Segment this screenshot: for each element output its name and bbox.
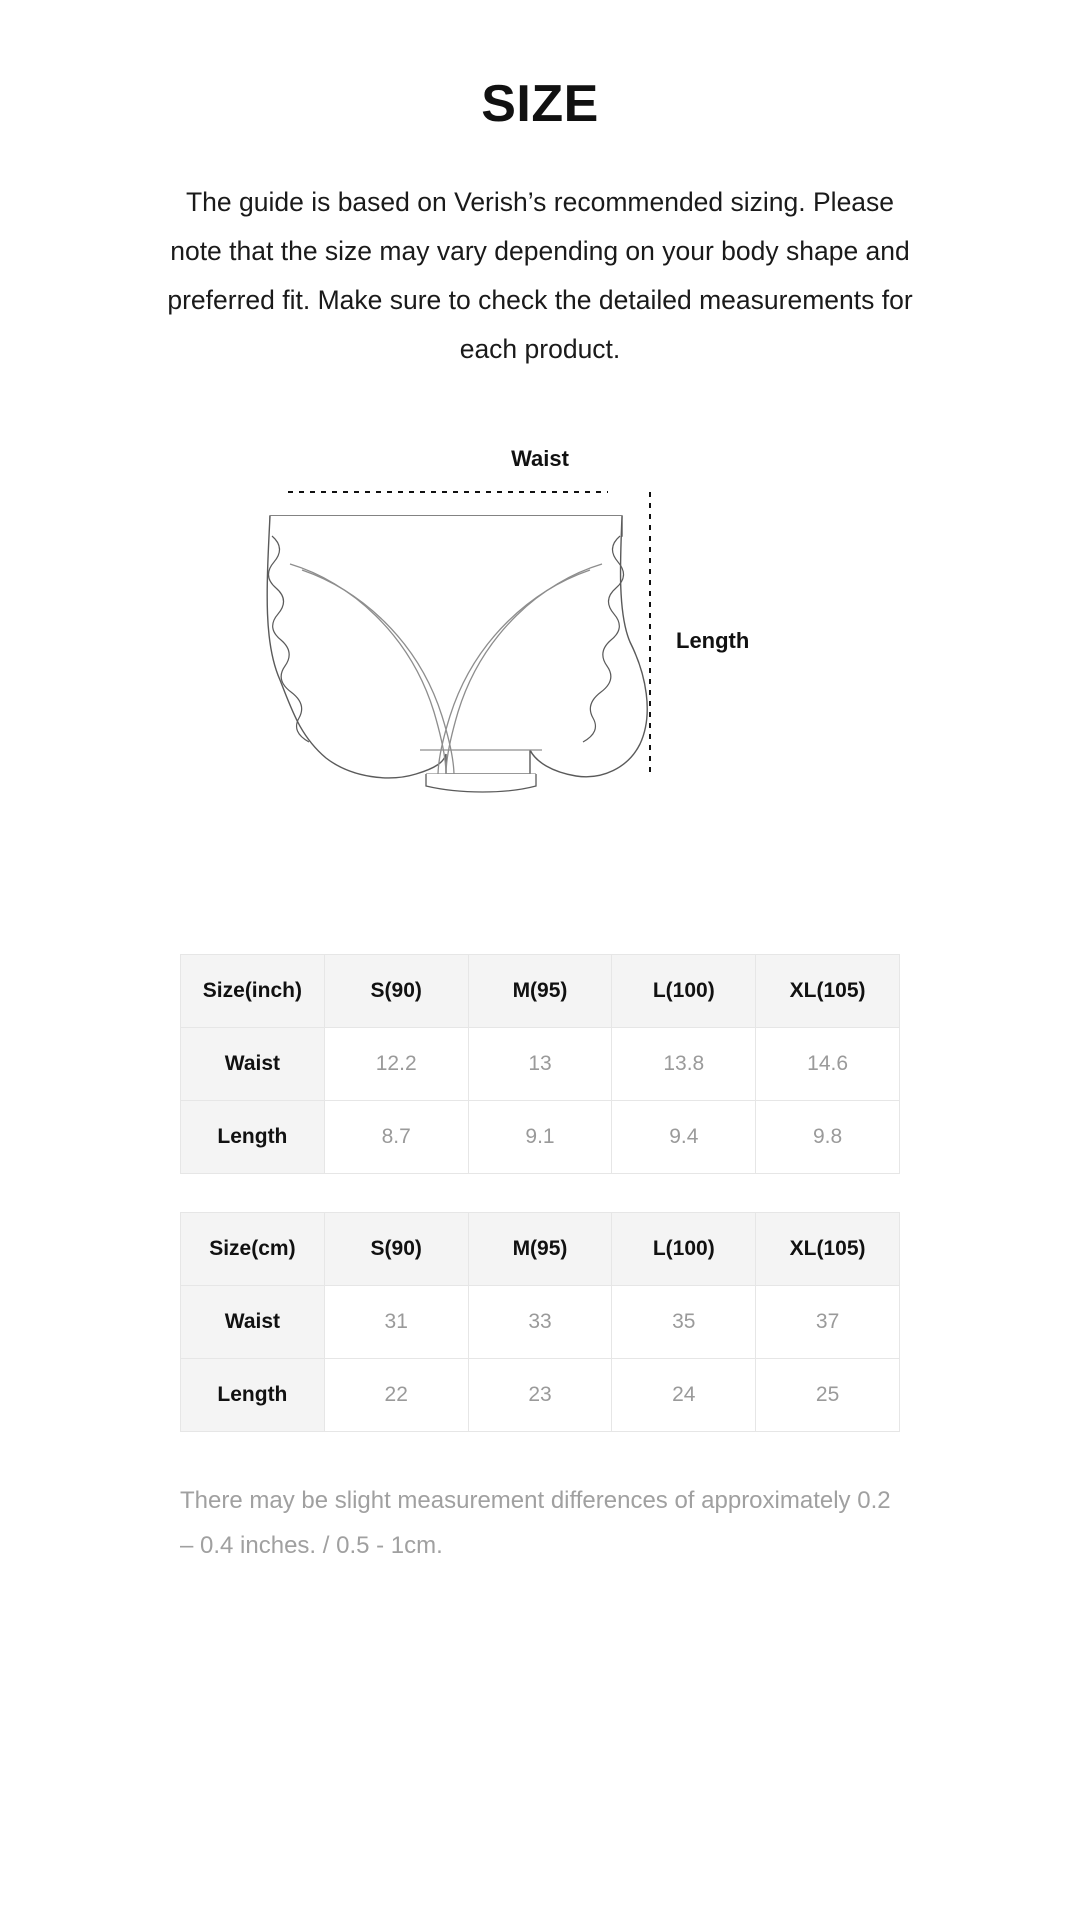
table-row bbox=[181, 1101, 900, 1174]
measurement-diagram bbox=[0, 446, 1080, 866]
size-tables bbox=[180, 954, 900, 1432]
column-header-xl: XL(105) bbox=[756, 1213, 900, 1286]
cell-length-l: 24 bbox=[612, 1359, 756, 1432]
cell-length-xl: 25 bbox=[756, 1359, 900, 1432]
row-header-waist: Waist bbox=[181, 1286, 325, 1359]
panty-illustration-icon bbox=[230, 474, 850, 834]
cell-waist-xl: 14.6 bbox=[756, 1028, 900, 1101]
row-header-length: Length bbox=[181, 1359, 325, 1432]
page-title: SIZE bbox=[481, 75, 599, 133]
column-header-l: L(100) bbox=[612, 1213, 756, 1286]
column-header-size-unit: Size(inch) bbox=[181, 955, 325, 1028]
cell-waist-s: 12.2 bbox=[324, 1028, 468, 1101]
column-header-xl: XL(105) bbox=[756, 955, 900, 1028]
cell-waist-xl: 37 bbox=[756, 1286, 900, 1359]
column-header-s: S(90) bbox=[324, 955, 468, 1028]
column-header-m: M(95) bbox=[468, 955, 612, 1028]
column-header-m: M(95) bbox=[468, 1213, 612, 1286]
row-header-waist: Waist bbox=[181, 1028, 325, 1101]
cell-waist-l: 13.8 bbox=[612, 1028, 756, 1101]
table-row bbox=[181, 1359, 900, 1432]
inch-size-table bbox=[180, 954, 900, 1174]
cell-length-m: 23 bbox=[468, 1359, 612, 1432]
cell-length-xl: 9.8 bbox=[756, 1101, 900, 1174]
cell-length-m: 9.1 bbox=[468, 1101, 612, 1174]
measurement-disclaimer: There may be slight measurement differences of approximately 0.2 – 0.4 inches. / 0.5 - 1cm. bbox=[180, 1487, 891, 1559]
table-row bbox=[181, 1028, 900, 1101]
cell-length-s: 8.7 bbox=[324, 1101, 468, 1174]
column-header-size-unit: Size(cm) bbox=[181, 1213, 325, 1286]
cell-waist-s: 31 bbox=[324, 1286, 468, 1359]
table-row bbox=[181, 1286, 900, 1359]
intro-paragraph: The guide is based on Verish’s recommended sizing. Please note that the size may vary depending on your body shape and preferred fit. Make sure to check the detailed measurements for each product. bbox=[167, 187, 913, 364]
cell-length-l: 9.4 bbox=[612, 1101, 756, 1174]
column-header-s: S(90) bbox=[324, 1213, 468, 1286]
table-header-row bbox=[181, 955, 900, 1028]
cell-length-s: 22 bbox=[324, 1359, 468, 1432]
cell-waist-m: 33 bbox=[468, 1286, 612, 1359]
column-header-l: L(100) bbox=[612, 955, 756, 1028]
cm-size-table bbox=[180, 1212, 900, 1432]
table-header-row bbox=[181, 1213, 900, 1286]
cell-waist-m: 13 bbox=[468, 1028, 612, 1101]
length-measure-label: Length bbox=[676, 628, 750, 653]
waist-measure-label: Waist bbox=[511, 446, 569, 471]
row-header-length: Length bbox=[181, 1101, 325, 1174]
cell-waist-l: 35 bbox=[612, 1286, 756, 1359]
